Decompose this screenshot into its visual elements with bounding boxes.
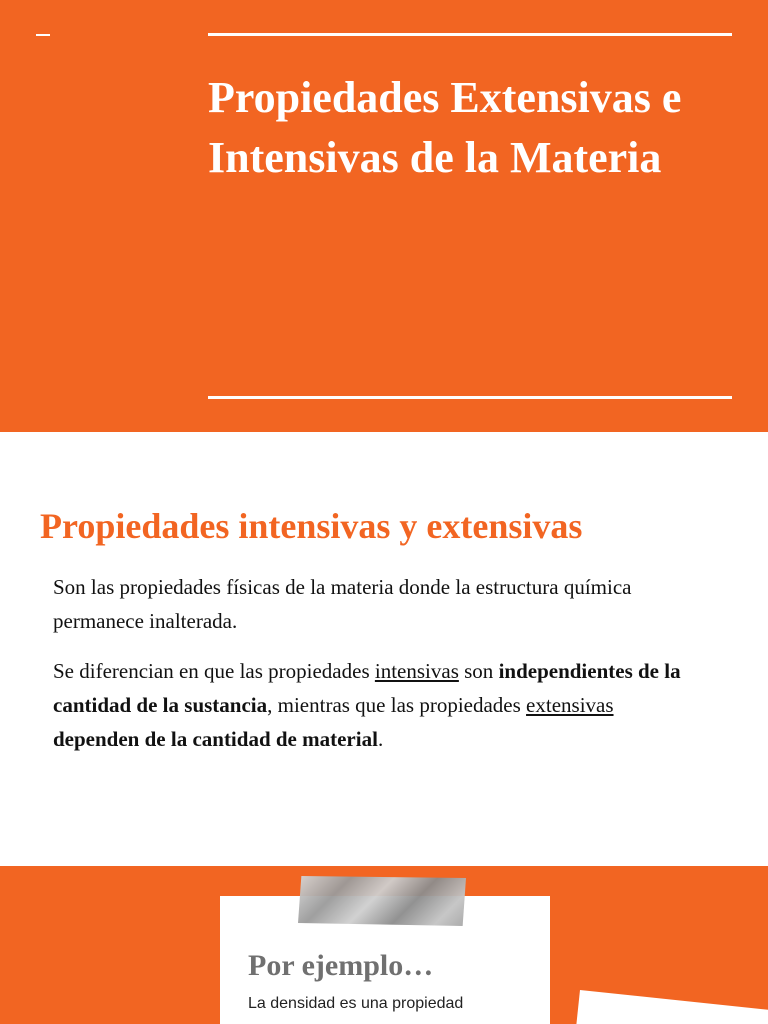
text-run: .: [377, 727, 384, 751]
tape-strip-image: [298, 876, 466, 926]
underlined-term-extensivas: extensivas: [526, 693, 614, 717]
text-run: Se diferencian en que las propiedades: [53, 659, 375, 683]
content-slide: [0, 432, 768, 866]
corner-dash-mark: [36, 34, 50, 36]
section-body: [53, 570, 693, 772]
title-slide: [0, 0, 768, 432]
example-card-title: Por ejemplo…: [248, 949, 434, 982]
example-card-text: La densidad es una propiedad: [248, 995, 464, 1012]
paragraph-difference: [53, 654, 693, 756]
slide-title: Propiedades Extensivas e Intensivas de la Materia: [208, 73, 682, 182]
text-run: son: [458, 659, 499, 683]
bold-phrase-independientes: independientes de la cantidad de la sustancia: [53, 659, 681, 717]
section-heading: Propiedades intensivas y extensivas: [40, 506, 583, 546]
title-rule-top: [208, 33, 732, 36]
text-run: , mientras que las propiedades: [267, 693, 527, 717]
bold-phrase-dependen: dependen de la cantidad de material: [53, 727, 378, 751]
example-slide: [0, 866, 768, 1024]
underlined-term-intensivas: intensivas: [374, 659, 459, 683]
tilted-paper-sheet: [567, 990, 768, 1024]
title-rule-bottom: [208, 396, 732, 399]
paragraph-definition: Son las propiedades físicas de la materia donde la estructura química permanece inalterada.: [53, 575, 632, 633]
